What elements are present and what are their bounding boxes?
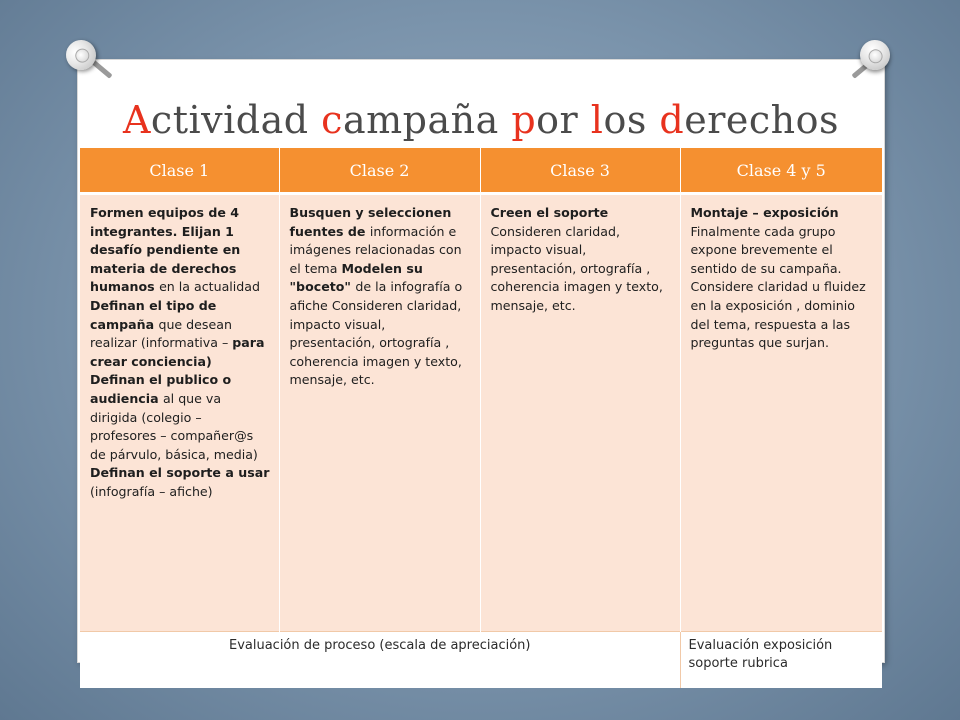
cell-text-run: que desean realizar (informativa – — [90, 316, 233, 351]
cell-clase-3 — [480, 194, 680, 632]
cell-text-run: en la actualidad — [159, 279, 260, 295]
slide-title — [78, 98, 884, 142]
evaluation-row — [80, 632, 882, 689]
header-clase-1: Clase 1 — [80, 148, 279, 194]
cell-text-run: de la infografía o afiche — [289, 279, 463, 313]
title-seg: p — [511, 98, 537, 142]
title-seg: l — [590, 98, 604, 142]
title-seg: ampaña — [342, 98, 512, 142]
cell-text-run: Definan el tipo de campaña — [90, 297, 217, 332]
cell-text-run: Definan el publico o audiencia — [90, 372, 232, 406]
cell-text-run: Montaje – exposición — [690, 205, 839, 220]
header-clase-3: Clase 3 — [480, 148, 680, 194]
title-seg: c — [321, 98, 343, 142]
cell-text-run: (infografía – afiche) — [90, 483, 213, 499]
cell-text-run: Consideren claridad, impacto visual, presentación, ortografía , coherencia imagen y texto, mensaje, etc. — [289, 297, 462, 388]
title-seg: d — [659, 98, 685, 142]
cell-text-run: al que va dirigida (colegio – profesores – compañer@s de párvulo, básica, media) — [90, 390, 258, 462]
table-header-row — [80, 148, 882, 194]
cell-clase-4-5 — [680, 194, 882, 632]
cell-text-run: Creen el soporte — [490, 205, 609, 220]
cell-text-run: Formen equipos de 4 integrantes. — [90, 205, 240, 239]
title-seg: erechos — [684, 98, 840, 142]
cell-text-run: para crear conciencia) — [90, 335, 265, 369]
cell-clase-2 — [279, 194, 480, 632]
title-seg: ctividad — [150, 98, 322, 142]
table-body-row — [80, 194, 882, 632]
cell-clase-1 — [80, 194, 279, 632]
evaluation-exposition: Evaluación exposición soporte rubrica — [680, 632, 882, 689]
evaluation-process: Evaluación de proceso (escala de apreciación) — [80, 632, 680, 689]
cell-text-run: Modelen su "boceto" — [289, 260, 423, 295]
header-clase-2: Clase 2 — [279, 148, 480, 194]
header-clase-4-5: Clase 4 y 5 — [680, 148, 882, 194]
cell-text-run: información e imágenes relacionadas con el tema — [289, 223, 462, 276]
cell-text-run: Finalmente cada grupo expone brevemente el sentido de su campaña. Considere claridad u fluidez en la exposición , dominio del tema, respuesta a las preguntas que surjan. — [690, 223, 866, 351]
title-seg: os — [603, 98, 660, 142]
activities-table — [80, 148, 882, 688]
cell-text-run: Elijan 1 desafío pendiente en materia de derechos humanos — [90, 223, 241, 295]
title-seg: or — [536, 98, 591, 142]
cell-text-run: Consideren claridad, impacto visual, presentación, ortografía , coherencia imagen y texto, mensaje, etc. — [490, 223, 663, 313]
title-seg: A — [122, 98, 151, 142]
cell-text-run: Definan el soporte a usar — [90, 465, 270, 481]
cell-text-run: Busquen y seleccionen fuentes de — [289, 205, 452, 239]
